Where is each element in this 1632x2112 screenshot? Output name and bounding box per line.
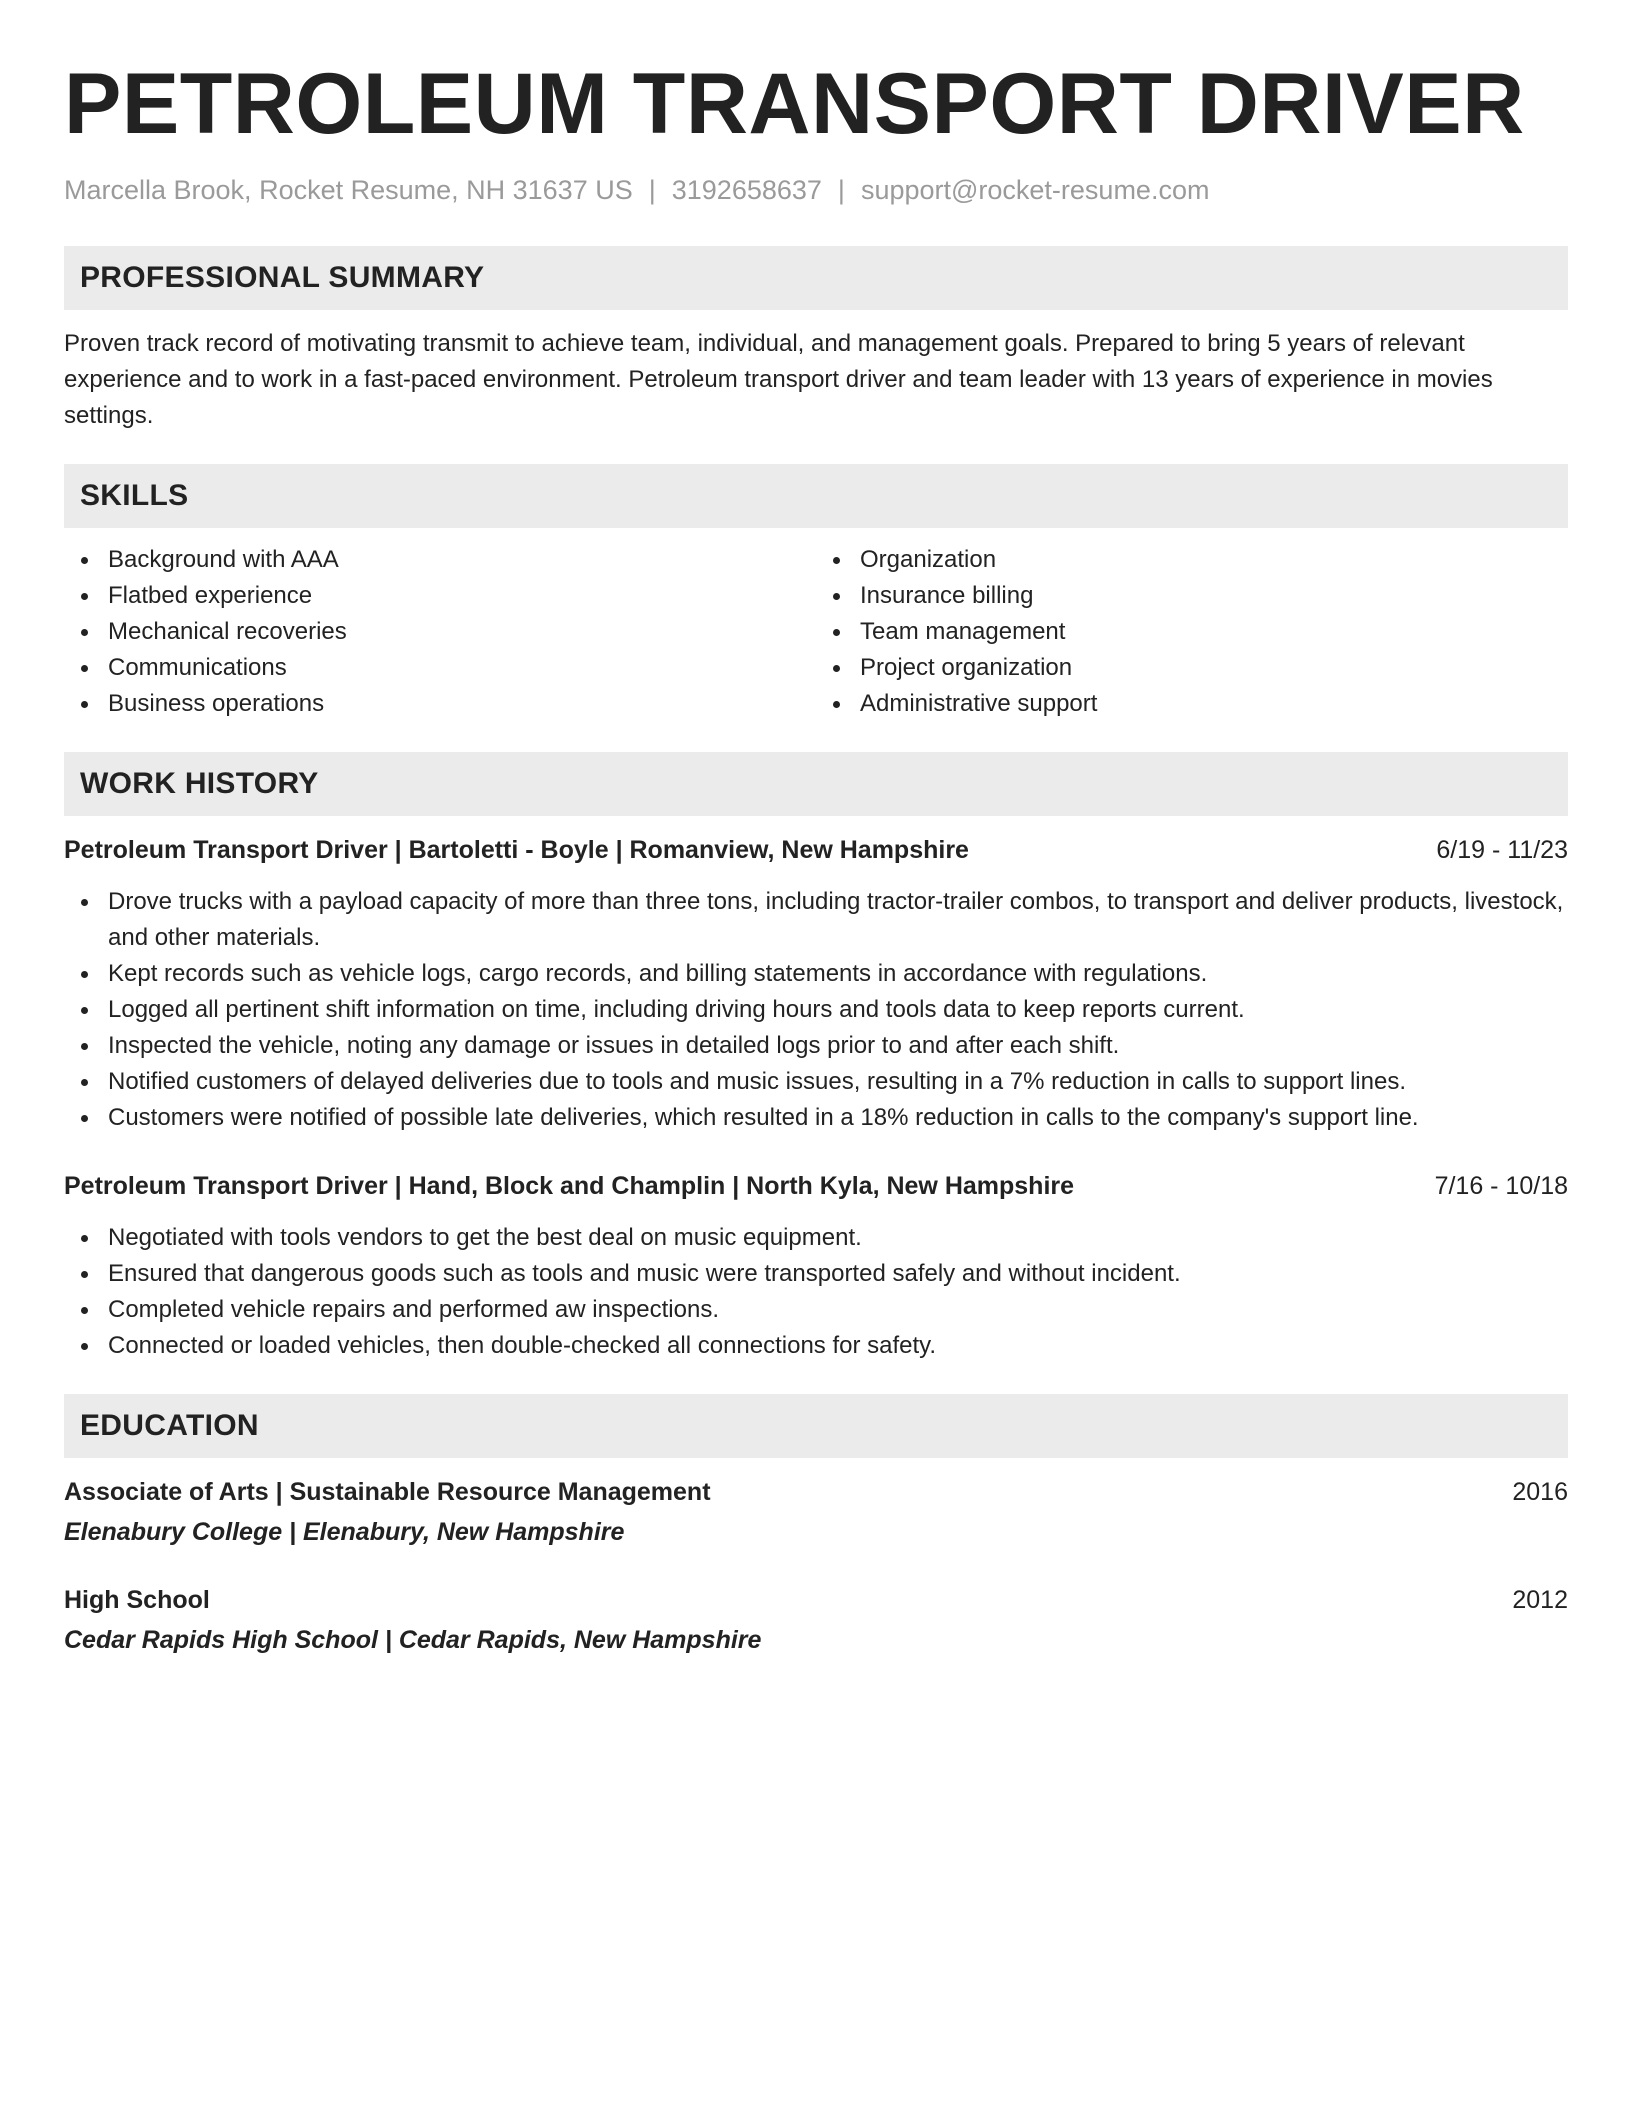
- education-entry: [64, 1474, 1568, 1550]
- education-year: 2012: [1512, 1586, 1568, 1614]
- job-entry: [64, 832, 1568, 1136]
- job-bullet: Kept records such as vehicle logs, cargo records, and billing statements in accordance with regulations.: [64, 956, 1568, 992]
- job-bullet: Notified customers of delayed deliveries due to tools and music issues, resulting in a 7% reduction in calls to support lines.: [64, 1064, 1568, 1100]
- skill-item: Project organization: [816, 650, 1568, 686]
- section-header-skills: SKILLS: [64, 464, 1568, 528]
- education-year: 2016: [1512, 1478, 1568, 1506]
- education-school: Cedar Rapids High School | Cedar Rapids, New Hampshire: [64, 1626, 762, 1654]
- contact-email: support@rocket-resume.com: [860, 175, 1210, 205]
- education-header: [64, 1474, 1568, 1510]
- skill-item: Insurance billing: [816, 578, 1568, 614]
- education-school: Elenabury College | Elenabury, New Hampshire: [64, 1518, 625, 1546]
- contact-separator: |: [648, 175, 656, 205]
- skill-item: Flatbed experience: [64, 578, 816, 614]
- skill-item: Business operations: [64, 686, 816, 722]
- contact-phone: 3192658637: [671, 175, 822, 205]
- contact-separator: |: [837, 175, 845, 205]
- job-bullets: [64, 884, 1568, 1136]
- skill-item: Administrative support: [816, 686, 1568, 722]
- job-dates: 6/19 - 11/23: [1436, 836, 1568, 864]
- job-entry: [64, 1168, 1568, 1364]
- job-bullet: Connected or loaded vehicles, then double-checked all connections for safety.: [64, 1328, 1568, 1364]
- contact-address: Marcella Brook, Rocket Resume, NH 31637 US: [64, 175, 633, 205]
- contact-line: [64, 172, 1568, 208]
- education-entry: [64, 1582, 1568, 1658]
- education-degree: High School: [64, 1586, 210, 1614]
- job-bullet: Customers were notified of possible late deliveries, which resulted in a 18% reduction in calls to the company's support line.: [64, 1100, 1568, 1136]
- job-dates: 7/16 - 10/18: [1434, 1172, 1568, 1200]
- skills-column-right: [816, 542, 1568, 722]
- education-degree: Associate of Arts | Sustainable Resource Management: [64, 1478, 711, 1506]
- job-bullet: Completed vehicle repairs and performed aw inspections.: [64, 1292, 1568, 1328]
- summary-text: Proven track record of motivating transmit to achieve team, individual, and management goals. Prepared to bring 5 years of relevant experience and to work in a fast-paced environment. Petroleum transport driver and team leader with 13 years of experience in movies settings.: [64, 330, 1493, 429]
- job-header: [64, 832, 1568, 868]
- job-header: [64, 1168, 1568, 1204]
- section-header-summary: PROFESSIONAL SUMMARY: [64, 246, 1568, 310]
- skills-column-left: [64, 542, 816, 722]
- section-header-work: WORK HISTORY: [64, 752, 1568, 816]
- section-header-education: EDUCATION: [64, 1394, 1568, 1458]
- job-bullet: Negotiated with tools vendors to get the best deal on music equipment.: [64, 1220, 1568, 1256]
- skills-grid: [64, 542, 1568, 722]
- skill-item: Background with AAA: [64, 542, 816, 578]
- job-title: Petroleum Transport Driver | Hand, Block and Champlin | North Kyla, New Hampshire: [64, 1172, 1075, 1200]
- job-bullet: Ensured that dangerous goods such as tools and music were transported safely and without incident.: [64, 1256, 1568, 1292]
- skill-item: Team management: [816, 614, 1568, 650]
- job-bullet: Inspected the vehicle, noting any damage or issues in detailed logs prior to and after each shift.: [64, 1028, 1568, 1064]
- job-bullet: Drove trucks with a payload capacity of more than three tons, including tractor-trailer combos, to transport and deliver products, livestock, and other materials.: [64, 884, 1568, 956]
- resume-title: PETROLEUM TRANSPORT DRIVER: [64, 56, 1525, 152]
- skill-item: Organization: [816, 542, 1568, 578]
- job-bullets: [64, 1220, 1568, 1364]
- job-title: Petroleum Transport Driver | Bartoletti - Boyle | Romanview, New Hampshire: [64, 836, 969, 864]
- skill-item: Communications: [64, 650, 816, 686]
- education-header: [64, 1582, 1568, 1618]
- skill-item: Mechanical recoveries: [64, 614, 816, 650]
- job-bullet: Logged all pertinent shift information on time, including driving hours and tools data to keep reports current.: [64, 992, 1568, 1028]
